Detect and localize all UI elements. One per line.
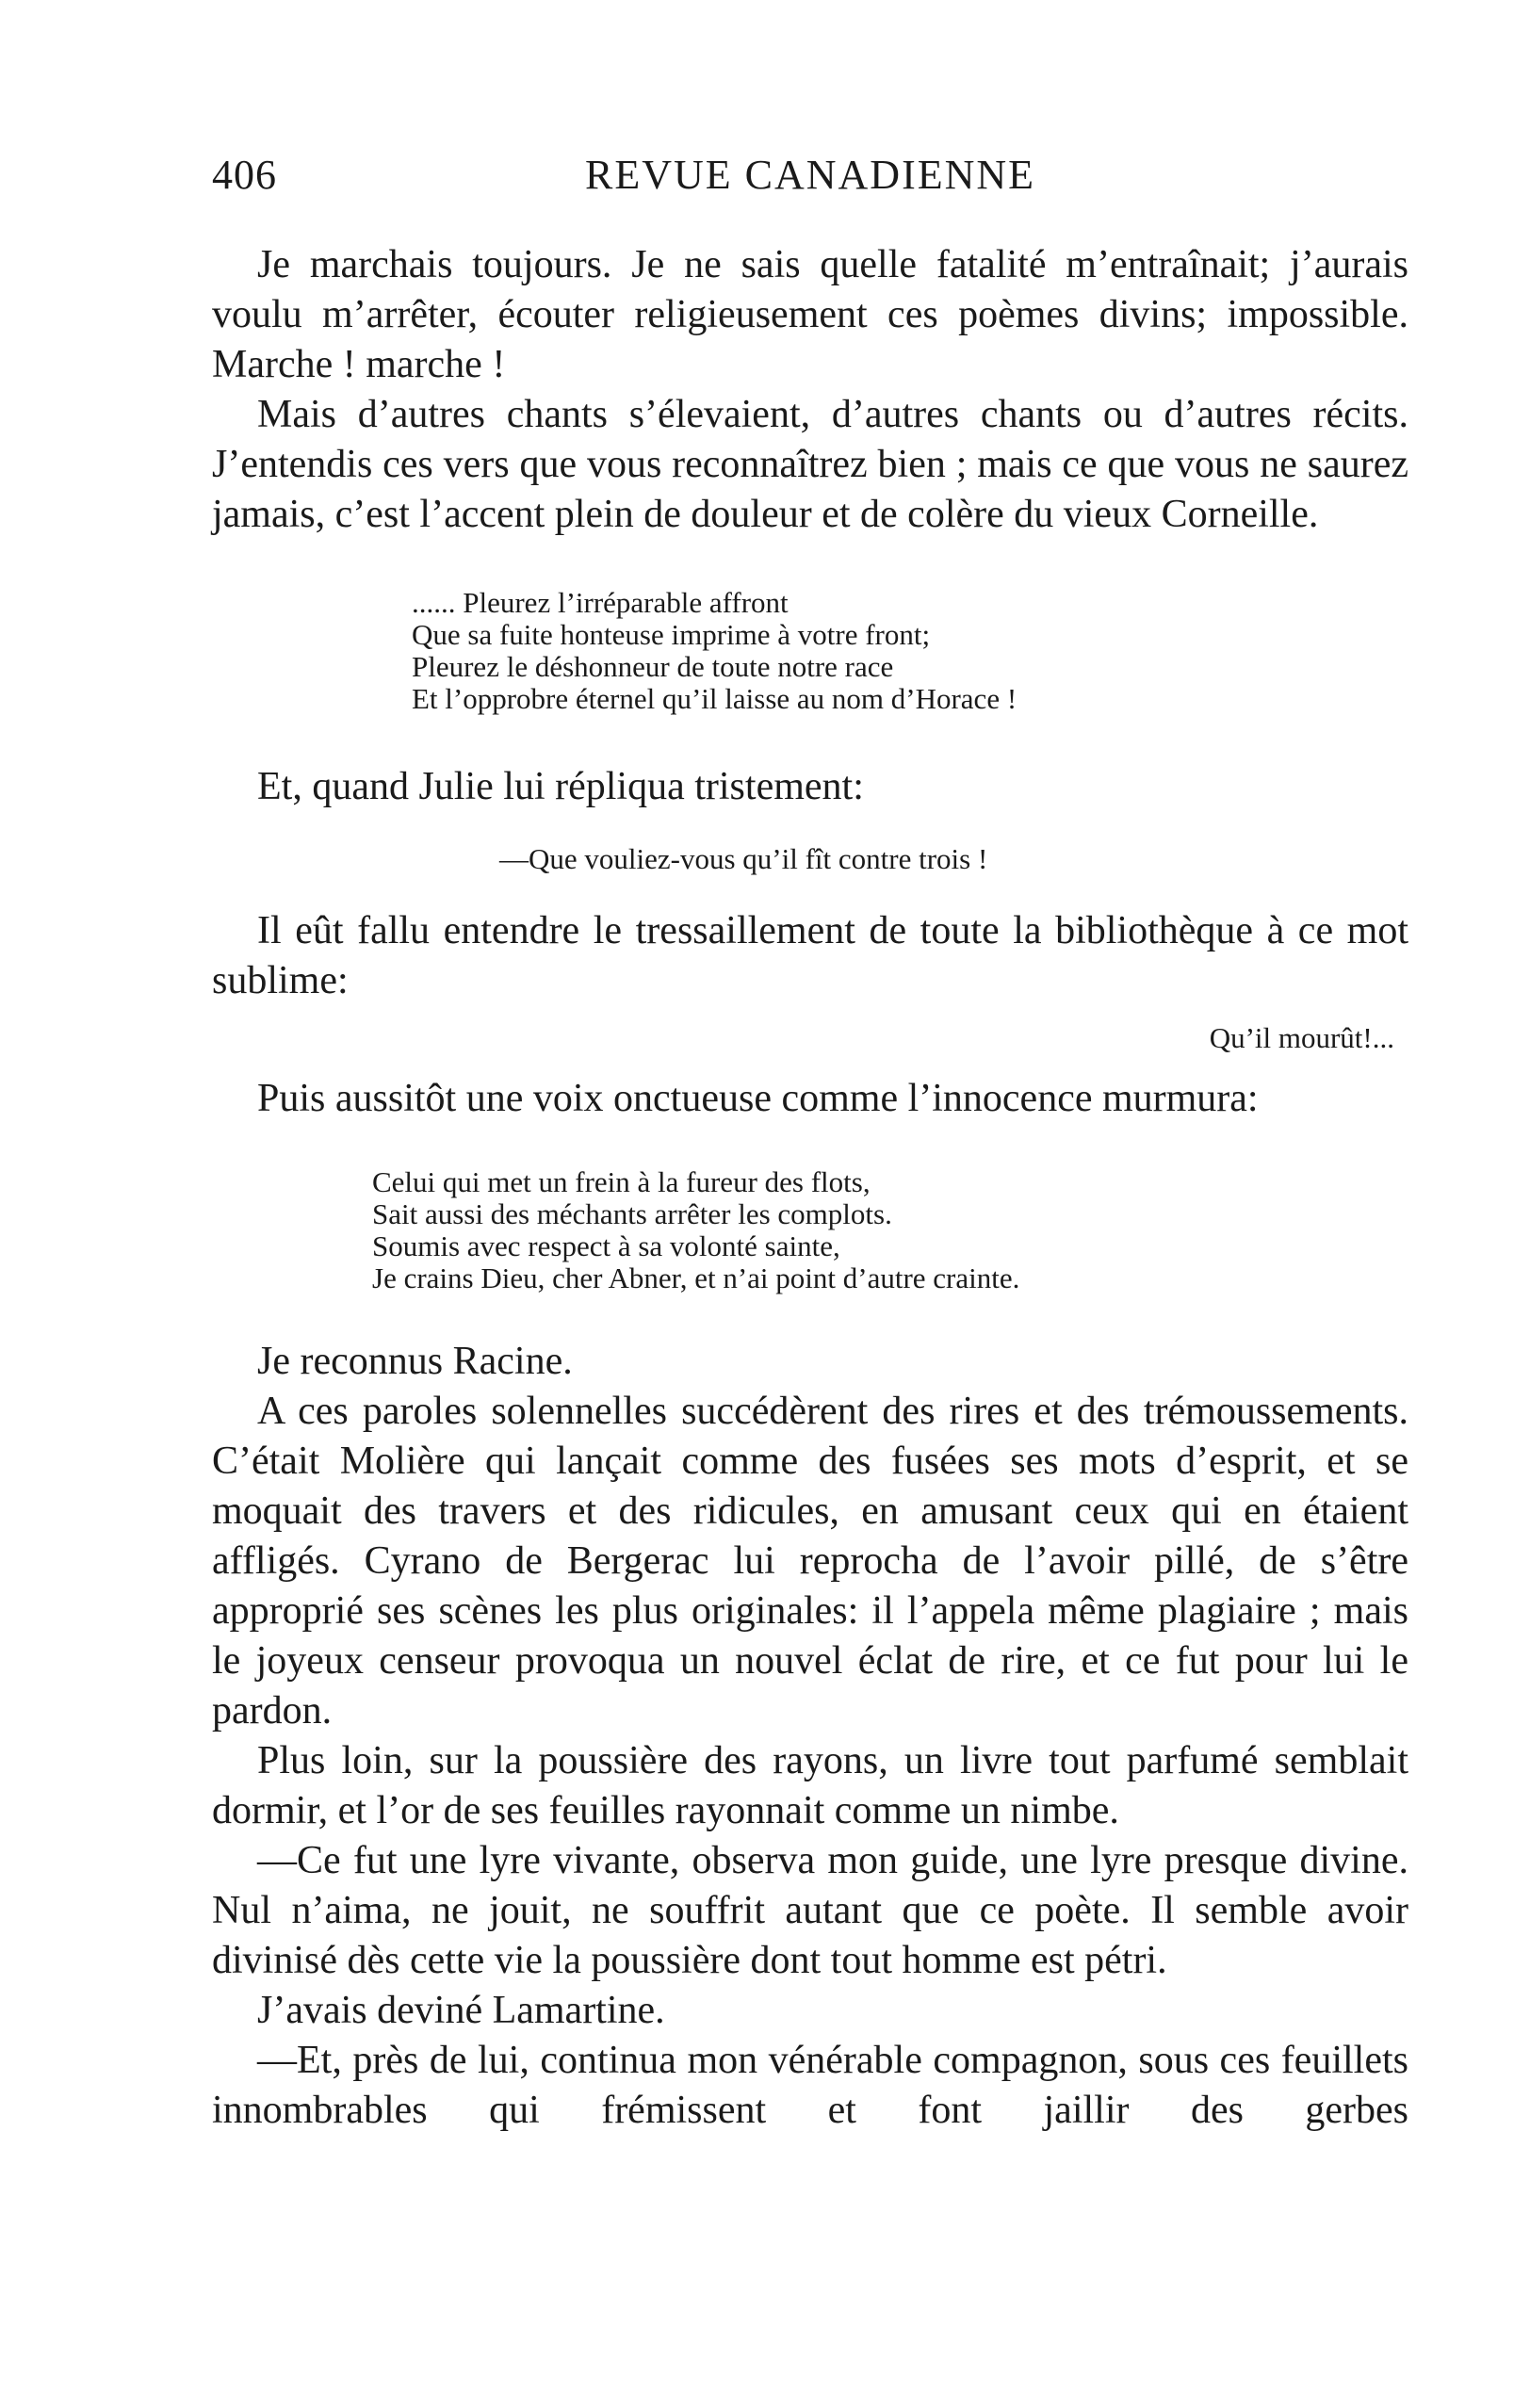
paragraph-marche: Je marchais toujours. Je ne sais quelle fatalité m’entraînait; j’aurais voulu m’arrêter, écouter religieusement ces poèmes divins; impossible. Marche ! marche ! xyxy=(212,243,1408,386)
verse-corneille xyxy=(212,587,1408,715)
paragraph-moliere: A ces paroles solennelles succédèrent des rires et des trémoussements. C’était Molière qui lançait comme des fusées ses mots d’esprit, et se moquait des travers et des ridicules, en amusant ceux qui en étaient affligés. Cyrano de Bergerac lui reprocha de l’avoir pillé, de s’être approprié ses scènes les plus originales: il l’appela même plagiaire ; mais le joyeux censeur provoqua un nouvel éclat de rire, et ce fut pour lui le pardon. xyxy=(212,1390,1408,1733)
verse-line: Pleurez le déshonneur de toute notre race xyxy=(412,650,894,683)
paragraph-voix: Puis aussitôt une voix onctueuse comme l’innocence murmura: xyxy=(257,1077,1259,1120)
paragraph-lamartine: J’avais deviné Lamartine. xyxy=(257,1989,665,2032)
paragraph-julie: Et, quand Julie lui répliqua tristement: xyxy=(257,765,864,808)
page-header xyxy=(212,151,1408,207)
paragraph-compagnon: —Et, près de lui, continua mon vénérable compagnon, sous ces feuillets innombrables qui frémissent et font jaillir des gerbes xyxy=(212,2039,1408,2132)
qu-il-mourut: Qu’il mourût!... xyxy=(1209,1021,1394,1054)
verse-line: Je crains Dieu, cher Abner, et n’ai point d’autre crainte. xyxy=(372,1261,1020,1294)
reply-julie: —Que vouliez-vous qu’il fît contre trois ! xyxy=(499,842,988,875)
paragraph-lyre: —Ce fut une lyre vivante, observa mon guide, une lyre presque divine. Nul n’aima, ne jouit, ne souffrit autant que ce poète. Il semble avoir divinisé dès cette vie la poussière dont tout homme est pétri. xyxy=(212,1839,1408,1982)
verse-line: Celui qui met un frein à la fureur des flots, xyxy=(372,1165,871,1198)
verse-line: ...... Pleurez l’irréparable affront xyxy=(412,586,789,619)
verse-line: Sait aussi des méchants arrêter les complots. xyxy=(372,1197,892,1230)
paragraph-sublime: Il eût fallu entendre le tressaillement de toute la bibliothèque à ce mot sublime: xyxy=(212,909,1408,1002)
paragraph-corneille-intro: Mais d’autres chants s’élevaient, d’autres chants ou d’autres récits. J’entendis ces vers que vous reconnaîtrez bien ; mais ce que vous ne saurez jamais, c’est l’accent plein de douleur et de colère du vieux Corneille. xyxy=(212,393,1408,536)
verse-line: Soumis avec respect à sa volonté sainte, xyxy=(372,1229,840,1262)
verse-line: Et l’opprobre éternel qu’il laisse au nom d’Horace ! xyxy=(412,682,1017,715)
verse-line: Que sa fuite honteuse imprime à votre front; xyxy=(412,618,931,651)
running-title: REVUE CANADIENNE xyxy=(584,152,1036,198)
paragraph-livre-parfume: Plus loin, sur la poussière des rayons, un livre tout parfumé semblait dormir, et l’or de ses feuilles rayonnait comme un nimbe. xyxy=(212,1739,1408,1832)
paragraph-racine: Je reconnus Racine. xyxy=(257,1340,573,1383)
page-number: 406 xyxy=(212,152,277,198)
body-text xyxy=(212,240,1408,2136)
verse-racine xyxy=(212,1166,1408,1294)
